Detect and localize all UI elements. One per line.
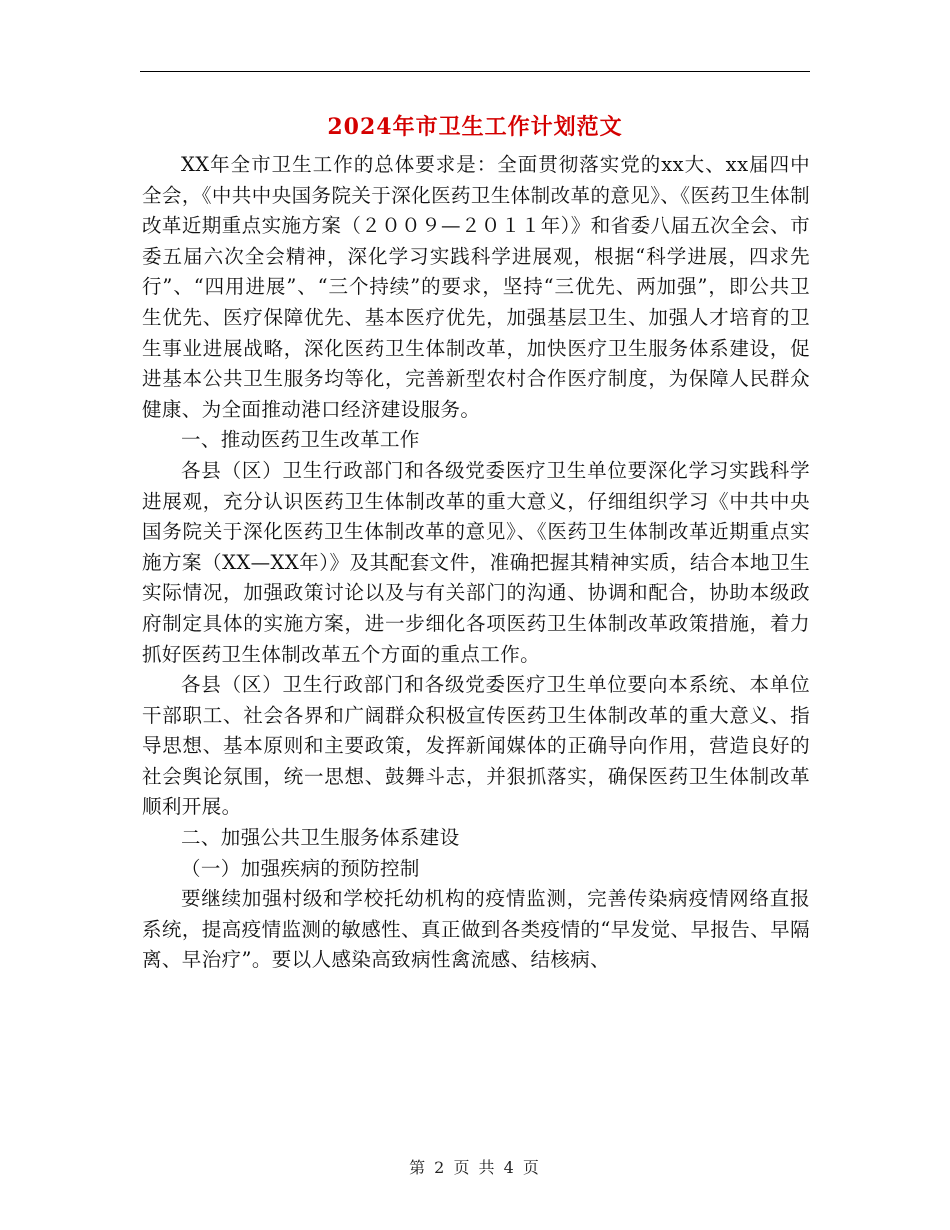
paragraph-disease-monitoring: 要继续加强村级和学校托幼机构的疫情监测，完善传染病疫情网络直报系统，提高疫情监测的敏感性、真正做到各类疫情的“早发觉、早报告、早隔离、早治疗”。要以人感染高致病性禽流感、结核病、	[142, 887, 810, 972]
document-body	[142, 150, 810, 976]
section-heading-2: 二、加强公共卫生服务体系建设	[181, 826, 460, 850]
page-number-footer: 第 2 页 共 4 页	[409, 1158, 541, 1177]
section-heading-1: 一、推动医药卫生改革工作	[181, 428, 420, 452]
paragraph-intro: XX年全市卫生工作的总体要求是：全面贯彻落实党的xx大、xx届四中全会，《中共中央国务院关于深化医药卫生体制改革的意见》、《医药卫生体制改革近期重点实施方案（２００９—２０１１年）》和省委八届五次全会、市委五届六次全会精神，深化学习实践科学进展观，根据“科学进展，四求先行”、“四用进展”、“三个持续”的要求，坚持“三优先、两加强”，即公共卫生优先、医疗保障优先、基本医疗优先，加强基层卫生、加强人才培育的卫生事业进展战略，深化医药卫生体制改革，加快医疗卫生服务体系建设，促进基本公共卫生服务均等化，完善新型农村合作医疗制度，为保障人民群众健康、为全面推动港口经济建设服务。	[142, 153, 810, 421]
paragraph-reform-study: 各县（区）卫生行政部门和各级党委医疗卫生单位要深化学习实践科学进展观，充分认识医药卫生体制改革的重大意义，仔细组织学习《中共中央国务院关于深化医药卫生体制改革的意见》、《医药卫生体制改革近期重点实施方案（XX—XX年）》及其配套文件，准确把握其精神实质，结合本地卫生实际情况，加强政策讨论以及与有关部门的沟通、协调和配合，协助本级政府制定具体的实施方案，进一步细化各项医药卫生体制改革政策措施，着力抓好医药卫生体制改革五个方面的重点工作。	[142, 458, 810, 666]
paragraph-reform-publicity: 各县（区）卫生行政部门和各级党委医疗卫生单位要向本系统、本单位干部职工、社会各界和广阔群众积极宣传医药卫生体制改革的重大意义、指导思想、基本原则和主要政策，发挥新闻媒体的正确导向作用，营造良好的社会舆论氛围，统一思想、鼓舞斗志，并狠抓落实，确保医药卫生体制改革顺利开展。	[142, 673, 810, 819]
document-title: 2024年市卫生工作计划范文	[327, 114, 623, 140]
subsection-heading-1: （一）加强疾病的预防控制	[181, 856, 420, 880]
header-rule	[140, 71, 810, 72]
